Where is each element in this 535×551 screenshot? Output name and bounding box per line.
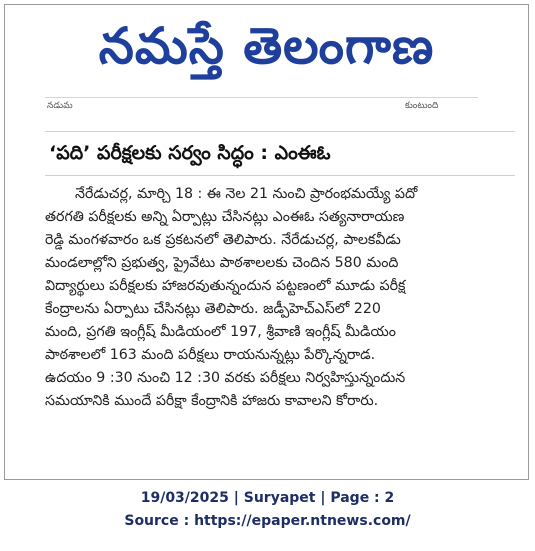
headline-top-rule [45, 131, 515, 132]
article-line: మండలాల్లోని ప్రభుత్వ, ప్రైవేటు పాఠశాలలకు చెందిన 580 మంది [45, 255, 399, 271]
clipped-text-fragment-left: నడుమ [47, 101, 73, 111]
article-body [45, 183, 515, 413]
article-line: రెడ్డి మంగళవారం ఒక ప్రకటనలో తెలిపారు. నేరేడుచర్ల, పాలకవీడు [45, 232, 401, 248]
source-caption: Source : https://epaper.ntnews.com/ [124, 513, 411, 529]
article-line: పాఠశాలలో 163 మంది పరీక్షలు రాయనున్నట్లు పేర్కొన్నరాడ. [45, 347, 376, 363]
article-line: మంది, ప్రగతి ఇంగ్లీష్ మీడియంలో 197, శ్రీవాణి ఇంగ్లీష్ మీడియం [45, 324, 396, 340]
newspaper-logo: నమస్తే తెలంగాణ [98, 17, 435, 75]
article-line: తరగతి పరీక్షలకు అన్ని ఏర్పాట్లు చేసినట్లు ఎంఈఓ సత్యనారాయణ [45, 209, 405, 225]
article-line: సమయానికి ముందే పరీక్షా కేంద్రానికి హాజరు కావాలని కోరారు. [45, 393, 379, 409]
article-line: నేరేడుచర్ల, మార్చి 18 : ఈ నెల 21 నుంచి ప్రారంభమయ్యే పదో [75, 186, 418, 202]
article-line: కేంద్రాలను ఏర్పాటు చేసినట్లు తెలిపారు. జడ్పీహెచ్ఎస్‌లో 220 [45, 301, 381, 317]
article-line: విద్యార్థులు పరీక్షలకు హాజరవుతున్నందున పట్టణంలో మూడు పరీక్ష [45, 278, 406, 294]
clipped-text-fragment-right: కుంటుంది [405, 101, 439, 111]
article-line: ఉదయం 9 :30 నుంచి 12 :30 వరకు పరీక్షలు నిర్వహిస్తున్నందున [45, 370, 406, 386]
masthead-divider [45, 97, 478, 98]
publication-date-caption: 19/03/2025 | Suryapet | Page : 2 [140, 490, 395, 506]
masthead [5, 11, 528, 81]
clipping-frame [4, 4, 529, 480]
headline-bottom-rule [45, 175, 515, 176]
article-headline: ‘పది’ పరీక్షలకు సర్వం సిద్ధం : ఎంఈఓ [49, 142, 331, 164]
